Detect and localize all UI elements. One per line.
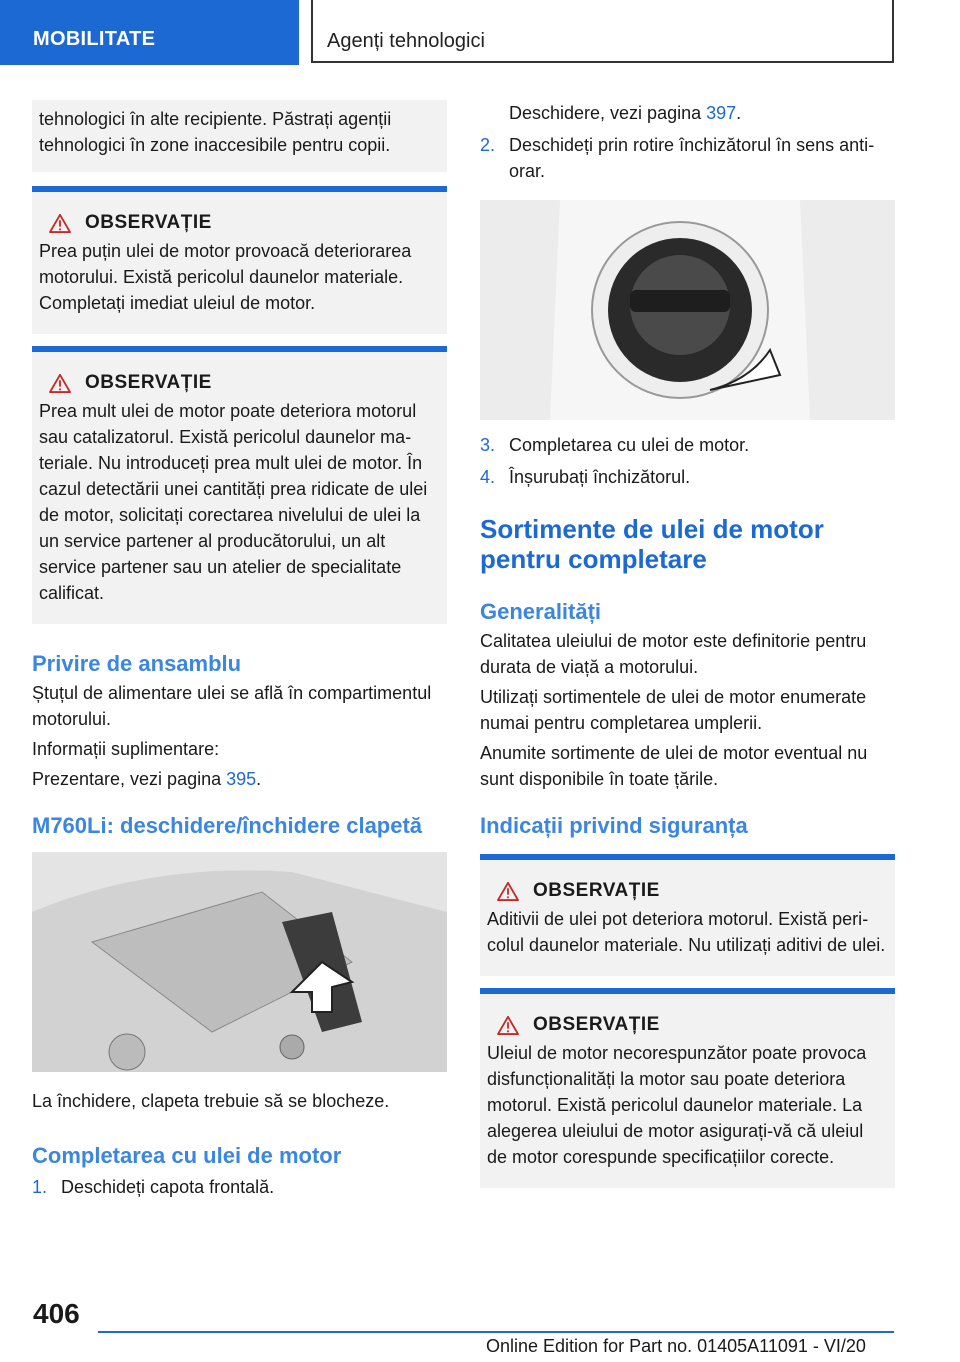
step-number: 1. (32, 1177, 48, 1197)
warning-title: OBSERVAȚIE (533, 1014, 660, 1035)
overview-text-2: Informații suplimentare: (32, 739, 220, 759)
page-link-395[interactable]: 395 (226, 769, 257, 789)
engine-illustration (32, 852, 447, 1072)
warning-box-1 (32, 186, 447, 334)
left-column (32, 100, 447, 1200)
warning-triangle-icon (497, 1015, 519, 1035)
step-number: 4. (480, 467, 496, 487)
warning-title: OBSERVAȚIE (85, 212, 212, 233)
warning-text: Aditivii de ulei pot deteriora motorul. Există pericolul daunelor materiale. Nu utilizați aditivi de ulei. (487, 909, 886, 955)
step-3 (480, 432, 895, 458)
warning-triangle-icon (49, 213, 71, 233)
general-text-2: Utilizați sortimentele de ulei de motor enumerate numai pentru completarea umplerii. (480, 687, 867, 733)
section-tab[interactable] (0, 0, 299, 65)
step-text: Completarea cu ulei de motor. (509, 435, 750, 455)
step-2 (480, 132, 895, 184)
step-4 (480, 464, 895, 490)
overview-text-1: Ștuțul de alimentare ulei se află în compartimentul motorului. (32, 683, 432, 729)
warning-box-2 (32, 346, 447, 624)
page-link-397[interactable]: 397 (706, 103, 737, 123)
warning-text: Prea mult ulei de motor poate deteriora motorul sau catalizatorul. Există pericolul daunelor materiale. Nu introduceți prea mult ulei de motor. În cazul detectării unei cantități prea ridicate de ulei de motor, solicitați corectarea nivelului de ulei la un service partener al producătorului, un alt service partener sau un atelier de specialitate calificat. (39, 401, 428, 603)
warning-text: Prea puțin ulei de motor provoacă deteriorarea motorului. Există pericolul daunelor materiale. Completați imediat uleiul de motor. (39, 241, 412, 313)
intro-box (32, 100, 447, 172)
fill-heading: Completarea cu ulei de motor (32, 1143, 342, 1168)
sort-heading: Sortimente de ulei de motor pentru completare (480, 514, 824, 574)
step-text: Înșurubați închizătorul. (509, 467, 691, 487)
intro-text: tehnologici în alte recipiente. Păstrați agenții tehnologici în zone inaccesibile pentru copii. (39, 109, 392, 155)
page-number: 406 (33, 1298, 80, 1329)
warning-box-4 (480, 988, 895, 1188)
warning-title: OBSERVAȚIE (85, 372, 212, 393)
right-column (480, 100, 895, 1188)
general-text-3: Anumite sortimente de ulei de motor eventual nu sunt disponibile în toate țările. (480, 743, 868, 789)
chapter-title: Agenți tehnologici (327, 30, 485, 52)
warning-title: OBSERVAȚIE (533, 880, 660, 901)
footer-edition: Online Edition for Part no. 01405A11091 - VI/20 (486, 1336, 866, 1356)
overview-heading: Privire de ansamblu (32, 651, 242, 676)
step-number: 2. (480, 135, 496, 155)
oil-cap-illustration (480, 200, 895, 420)
step-1-continued (480, 100, 895, 126)
step-text: Deschideți capota frontală. (61, 1177, 275, 1197)
warning-triangle-icon (497, 881, 519, 901)
warning-triangle-icon (49, 373, 71, 393)
section-label: MOBILITATE (33, 28, 156, 50)
overview-text-3: Prezentare, vezi pagina 395. (32, 769, 262, 789)
safety-heading: Indicații privind siguranța (480, 813, 748, 838)
m760-caption: La închidere, clapeta trebuie să se blocheze. (32, 1091, 390, 1111)
general-text-1: Calitatea uleiului de motor este definitorie pentru durata de viață a motorului. (480, 631, 867, 677)
chapter-header (311, 0, 894, 63)
step-text: Deschideți prin rotire închizătorul în sens antiorar. (509, 135, 875, 181)
general-heading: Generalități (480, 599, 602, 624)
step-number: 3. (480, 435, 496, 455)
step-text: Deschidere, vezi pagina 397. (509, 103, 742, 123)
footer-divider (98, 1331, 894, 1333)
m760-heading: M760Li: deschidere/închidere clapetă (32, 813, 423, 838)
step-1 (32, 1174, 447, 1200)
warning-box-3 (480, 854, 895, 976)
warning-text: Uleiul de motor necorespunzător poate provoca disfuncționalități la motor sau poate deteriora motorul. Există pericolul daunelor materiale. La alegerea uleiului de motor asigurați-vă că uleiul de motor corespunde specificațiilor corecte. (487, 1043, 867, 1167)
oil-cap-image (480, 200, 895, 420)
engine-bay-image (32, 852, 447, 1072)
